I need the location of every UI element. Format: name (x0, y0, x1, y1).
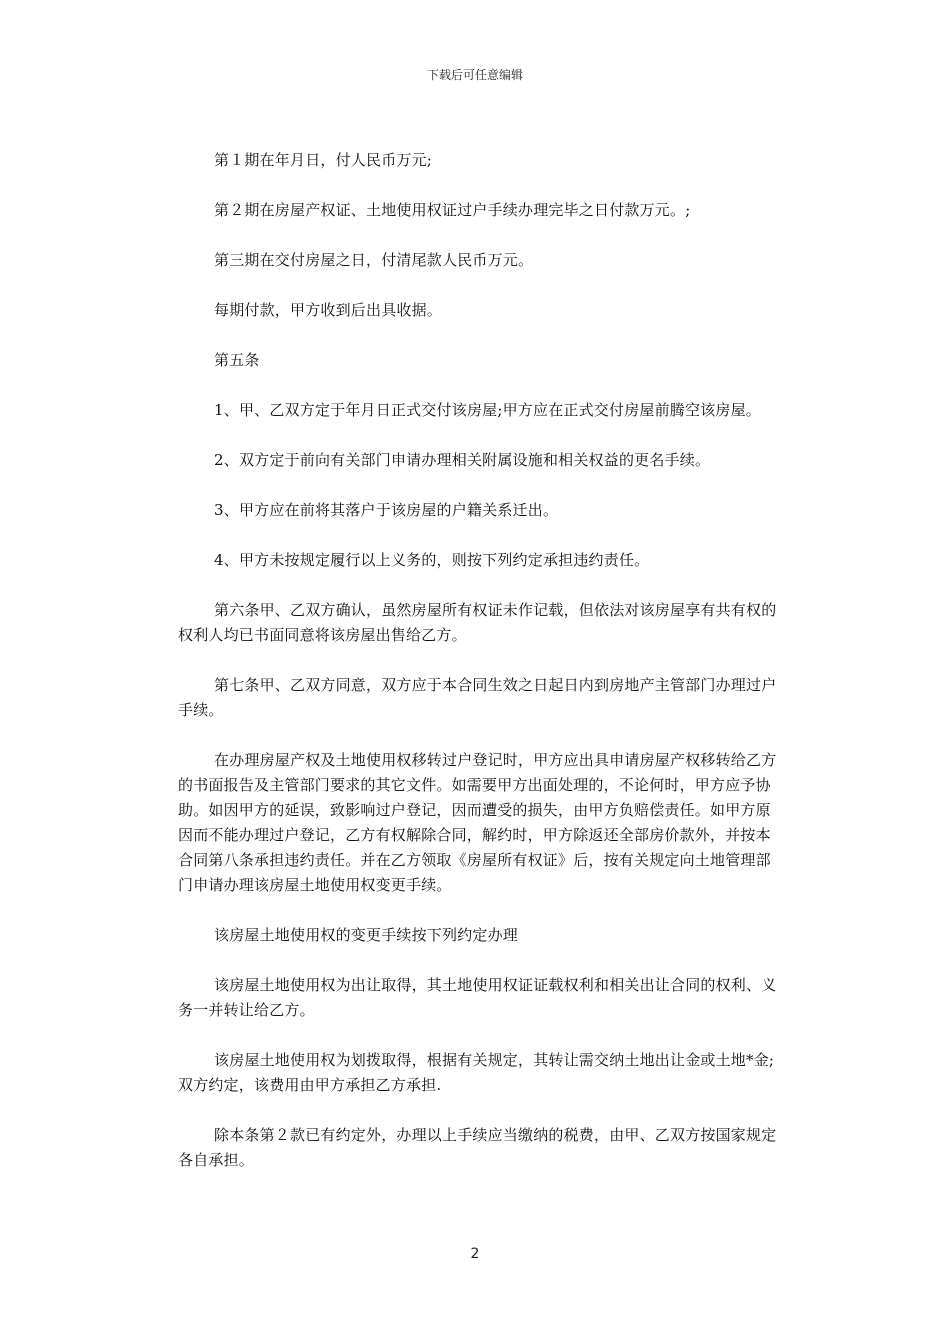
page-number: 2 (470, 1246, 480, 1262)
article-5-item-1: 1、甲、乙双方定于年月日正式交付该房屋;甲方应在正式交付房屋前腾空该房屋。 (214, 401, 762, 419)
paragraph-payment-3: 第三期在交付房屋之日，付清尾款人民币万元。 (214, 251, 534, 269)
paragraph-transfer-registration: 在办理房屋产权及土地使用权移转过户登记时，甲方应出具申请房屋产权移转给乙方的书面报告及主管部门要求的其它文件。如需要甲方出面处理的，不论何时，甲方应予协助。如因甲方的延误，致影响过户登记，因而遭受的损失，由甲方负赔偿责任。如甲方原因而不能办理过户登记，乙方有权解除合同，解约时，甲方除返还全部房价款外，并按本合同第八条承担违约责任。并在乙方领取《房屋所有权证》后，按有关规定向土地管理部门申请办理该房屋土地使用权变更手续。 (178, 751, 777, 894)
paragraph-land-use-granted: 该房屋土地使用权为出让取得，其土地使用权证证载权利和相关出让合同的权利、义务一并转让给乙方。 (178, 976, 777, 1019)
article-6: 第六条甲、乙双方确认，虽然房屋所有权证未作记载，但依法对该房屋享有共有权的权利人均已书面同意将该房屋出售给乙方。 (178, 601, 777, 644)
paragraph-payment-2: 第２期在房屋产权证、土地使用权证过户手续办理完毕之日付款万元。; (214, 201, 691, 219)
paragraph-payment-1: 第１期在年月日，付人民币万元; (214, 151, 433, 169)
article-5-item-2: 2、双方定于前向有关部门申请办理相关附属设施和相关权益的更名手续。 (214, 451, 711, 469)
paragraph-taxes: 除本条第２款已有约定外，办理以上手续应当缴纳的税费，由甲、乙双方按国家规定各自承担。 (178, 1126, 777, 1169)
article-5-item-4: 4、甲方未按规定履行以上义务的，则按下列约定承担违约责任。 (214, 551, 650, 569)
paragraph-land-use-intro: 该房屋土地使用权的变更手续按下列约定办理 (214, 926, 519, 944)
article-5-item-3: 3、甲方应在前将其落户于该房屋的户籍关系迁出。 (214, 501, 559, 519)
document-body (178, 148, 778, 1198)
article-7: 第七条甲、乙双方同意，双方应于本合同生效之日起日内到房地产主管部门办理过户手续。 (178, 676, 777, 719)
paragraph-receipt: 每期付款，甲方收到后出具收据。 (214, 301, 443, 319)
page-header: 下载后可任意编辑 (426, 68, 523, 82)
article-5-heading: 第五条 (214, 351, 260, 369)
paragraph-land-use-allocated: 该房屋土地使用权为划拨取得，根据有关规定，其转让需交纳土地出让金或土地*金;双方约定，该费用由甲方承担乙方承担. (178, 1051, 775, 1094)
